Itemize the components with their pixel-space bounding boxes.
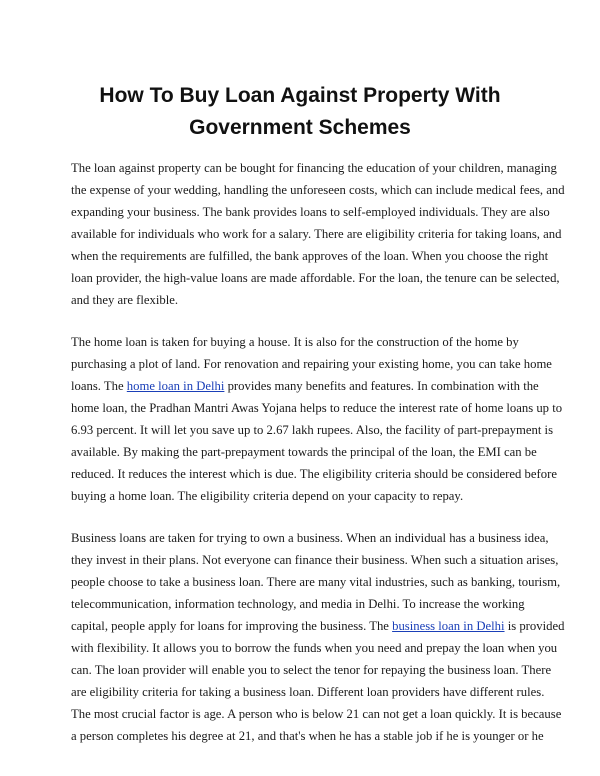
text-segment: is provided bbox=[504, 619, 565, 633]
text-line: available. By making the part-prepayment towards the principal of the loan, the EMI can be bbox=[71, 445, 537, 459]
text-segment: loans. The bbox=[71, 379, 127, 393]
text-line: people choose to take a business loan. There are many vital industries, such as banking, tourism, bbox=[71, 575, 561, 589]
text-line: are eligibility criteria for taking a business loan. Different loan providers have different rules. bbox=[71, 685, 545, 699]
home-loan-in-delhi-link[interactable]: home loan in Delhi bbox=[126, 379, 225, 393]
paragraph-3 bbox=[71, 527, 565, 747]
text-line: The home loan is taken for buying a house. It is also for the construction of the home by bbox=[71, 335, 519, 349]
text-line: they invest in their plans. Not everyone can finance their business. When such a situation arises, bbox=[71, 553, 559, 567]
text-line-with-link bbox=[71, 375, 539, 397]
paragraph-1 bbox=[71, 157, 565, 311]
text-line: home loan, the Pradhan Mantri Awas Yojana helps to reduce the interest rate of home loans up to bbox=[71, 401, 563, 415]
text-line: buying a home loan. The eligibility criteria depend on your capacity to repay. bbox=[71, 489, 464, 503]
text-line: when the requirements are fulfilled, the bank approves of the loan. When you choose the right bbox=[71, 249, 549, 263]
text-line: expanding your business. The bank provides loans to self-employed individuals. They are also bbox=[71, 205, 550, 219]
text-line: telecommunication, information technology, and media in Delhi. To increase the working bbox=[71, 597, 525, 611]
page-title: How To Buy Loan Against Property With Government Schemes bbox=[99, 84, 501, 139]
text-line: The loan against property can be bought for financing the education of your children, managing bbox=[71, 161, 557, 175]
text-line: a person completes his degree at 21, and that's when he has a stable job if he is younger or he bbox=[71, 729, 544, 743]
text-segment: provides many benefits and features. In combination with the bbox=[224, 379, 539, 393]
text-line: loan provider, the high-value loans are made affordable. For the loan, the tenure can be selected, bbox=[71, 271, 560, 285]
text-line: Business loans are taken for trying to own a business. When an individual has a business idea, bbox=[71, 531, 549, 545]
text-line-with-link bbox=[71, 615, 565, 637]
text-line: available for individuals who work for a salary. There are eligibility criteria for taking loans, and bbox=[71, 227, 562, 241]
text-line: the expense of your wedding, handling the unforeseen costs, which can include medical fees, and bbox=[71, 183, 565, 197]
text-line: 6.93 percent. It will let you save up to 2.67 lakh rupees. Also, the facility of part-prepayment is bbox=[71, 423, 554, 437]
text-segment: capital, people apply for loans for improving the business. The bbox=[71, 619, 393, 633]
text-line: purchasing a plot of land. For renovation and repairing your existing home, you can take home bbox=[71, 357, 552, 371]
text-line: and they are flexible. bbox=[71, 293, 179, 307]
document-body bbox=[71, 157, 565, 767]
text-line: can. The loan provider will enable you to select the tenor for repaying the business loan. There bbox=[71, 663, 552, 677]
text-line: with flexibility. It allows you to borrow the funds when you need and prepay the loan when you bbox=[71, 641, 558, 655]
text-line: reduced. It reduces the interest which is due. The eligibility criteria should be considered before bbox=[71, 467, 557, 481]
text-line: The most crucial factor is age. A person who is below 21 can not get a loan quickly. It is because bbox=[71, 707, 562, 721]
paragraph-2 bbox=[71, 331, 563, 507]
business-loan-in-delhi-link[interactable]: business loan in Delhi bbox=[392, 619, 505, 633]
